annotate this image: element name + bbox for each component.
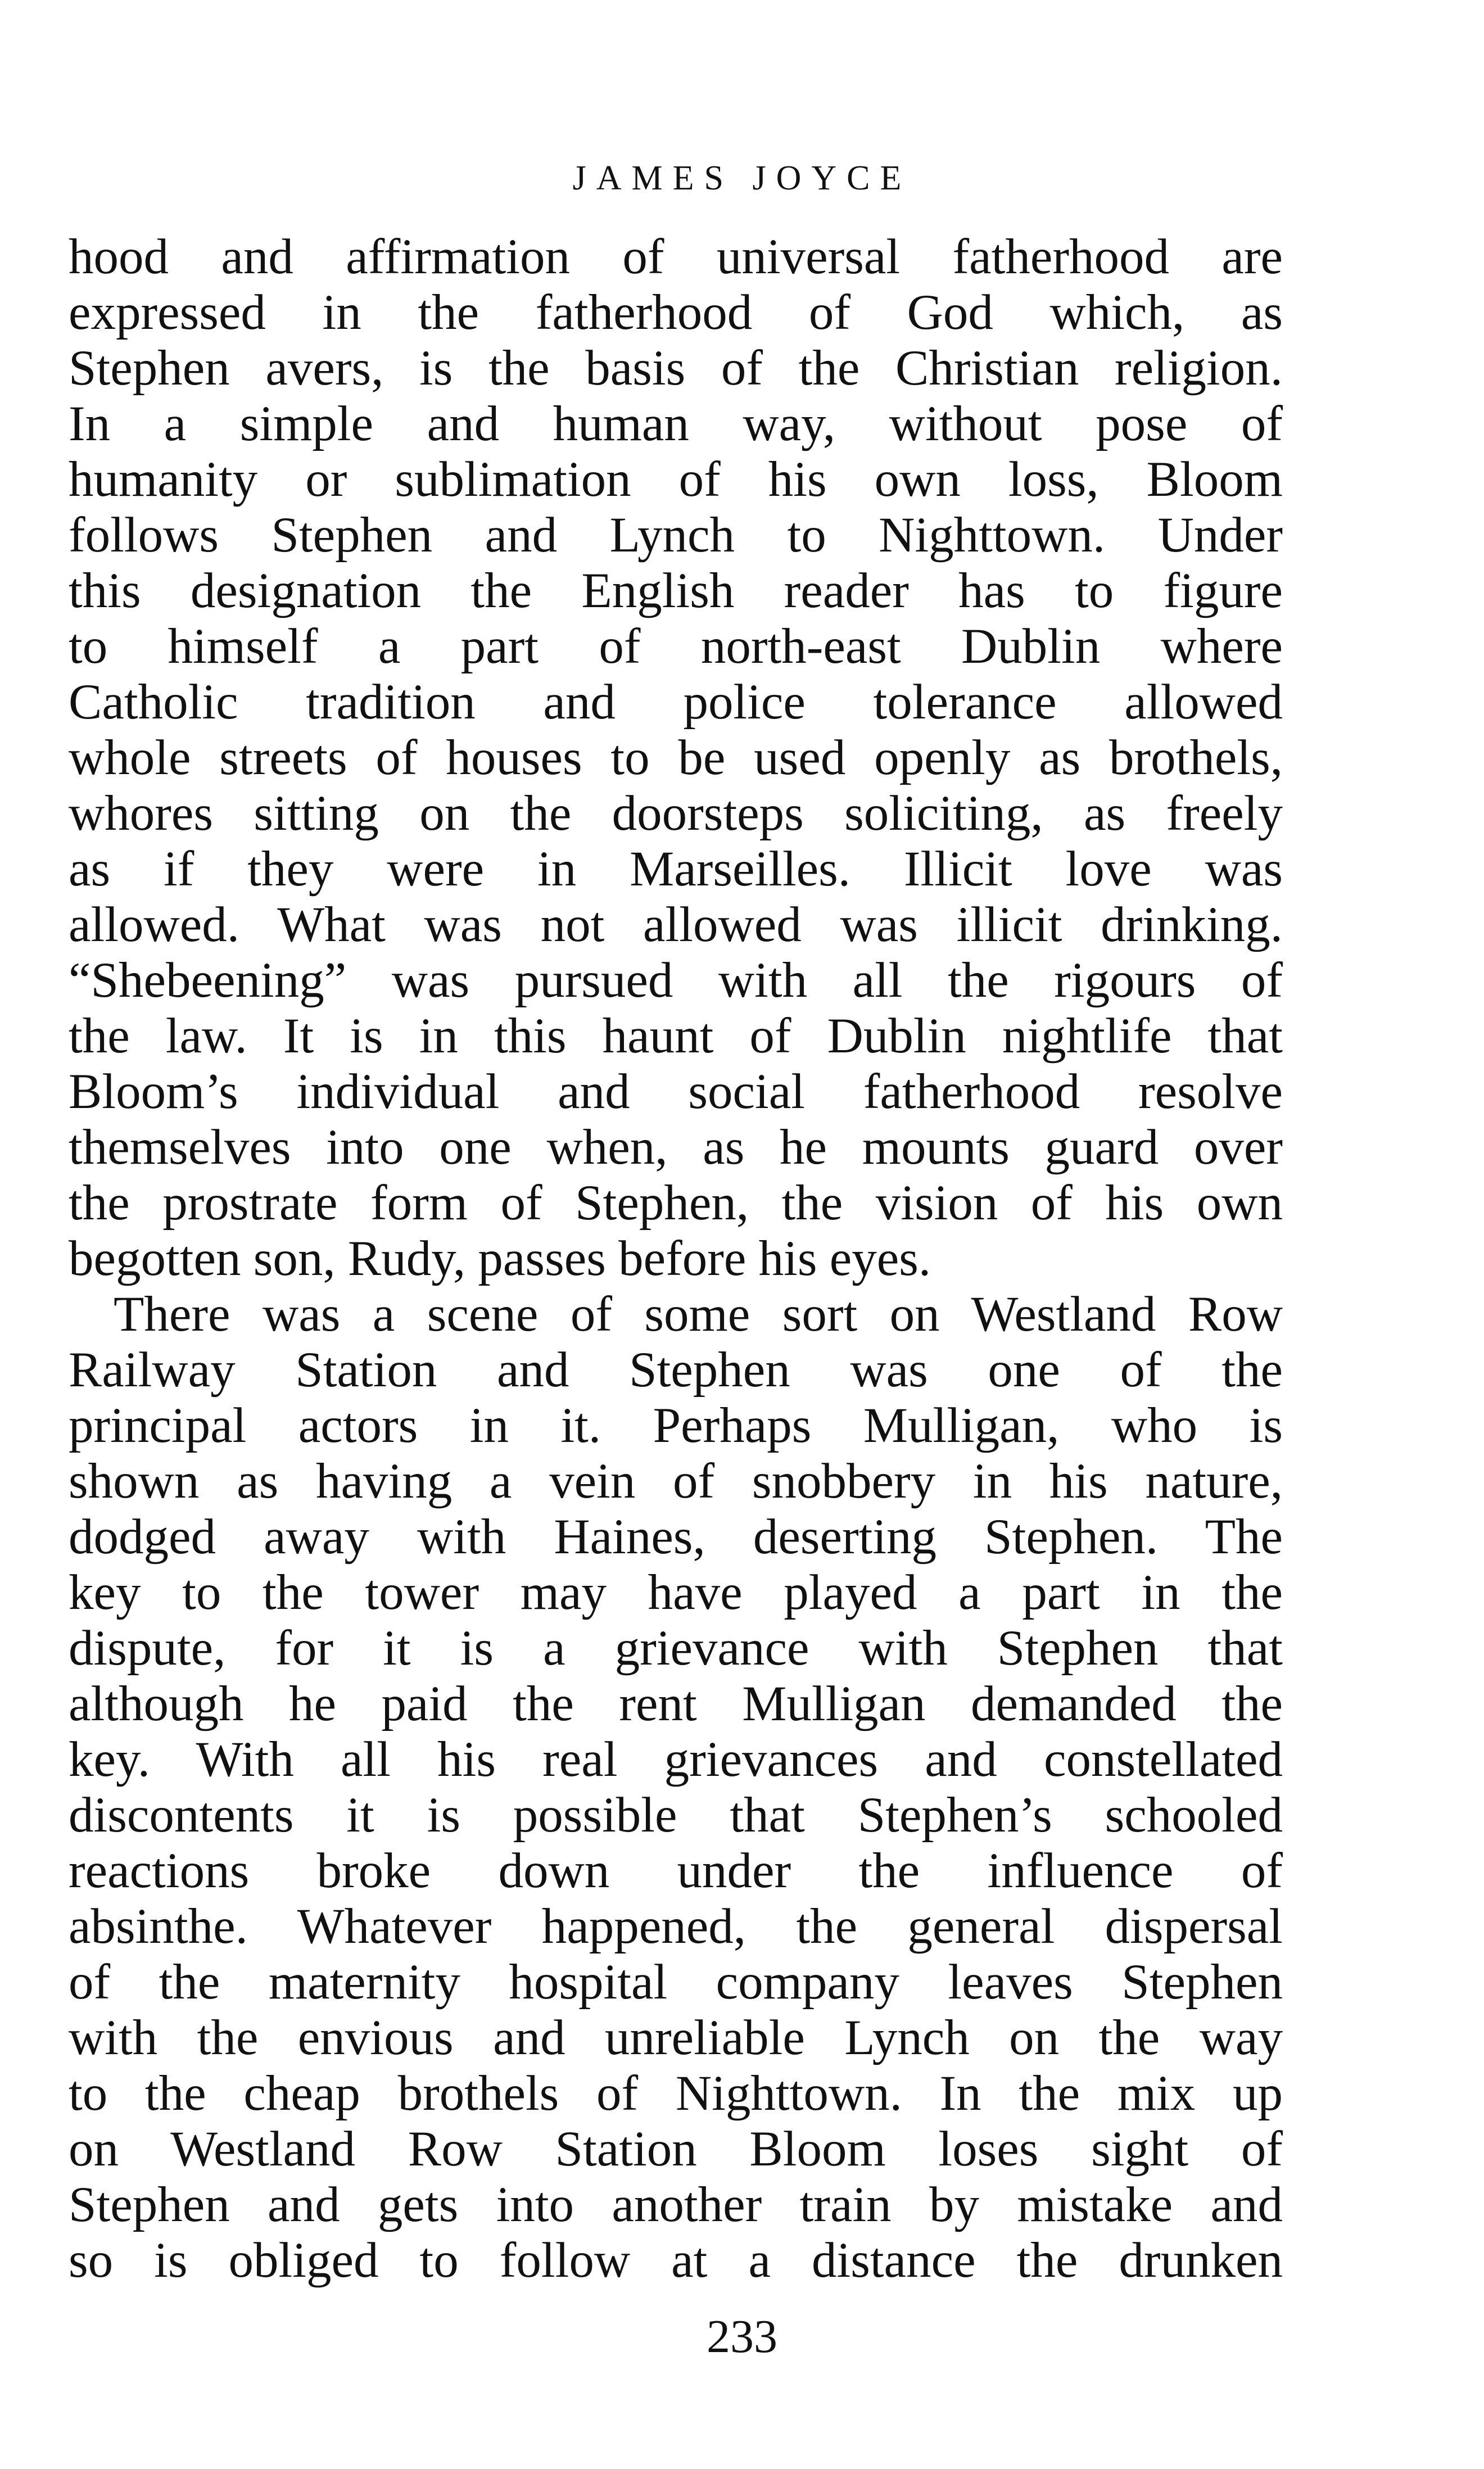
text-line: whores sitting on the doorsteps soliciting, as freely [69, 786, 1283, 841]
text-line: whole streets of houses to be used openly as brothels, [69, 730, 1283, 785]
text-line: with the envious and unreliable Lynch on the way [69, 2010, 1283, 2065]
text-line: In a simple and human way, without pose of [69, 396, 1283, 451]
body-text [69, 229, 1283, 2289]
text-line: dispute, for it is a grievance with Stephen that [69, 1621, 1283, 1676]
text-line: Stephen and gets into another train by mistake and [69, 2177, 1283, 2232]
text-line: themselves into one when, as he mounts guard over [69, 1120, 1283, 1175]
text-line: begotten son, Rudy, passes before his eyes. [69, 1231, 931, 1286]
text-line: allowed. What was not allowed was illicit drinking. [69, 897, 1283, 952]
text-line: principal actors in it. Perhaps Mulligan, who is [69, 1398, 1283, 1453]
text-line: on Westland Row Station Bloom loses sight of [69, 2122, 1283, 2177]
text-line: reactions broke down under the influence of [69, 1843, 1283, 1898]
text-line: hood and affirmation of universal fatherhood are [69, 229, 1283, 284]
text-line: the law. It is in this haunt of Dublin nightlife that [69, 1009, 1283, 1064]
text-line: Stephen avers, is the basis of the Christian religion. [69, 341, 1283, 396]
text-line: to himself a part of north-east Dublin where [69, 619, 1283, 674]
text-line: follows Stephen and Lynch to Nighttown. Under [69, 508, 1283, 563]
page-number: 233 [707, 2310, 777, 2363]
text-line: although he paid the rent Mulligan demanded the [69, 1676, 1283, 1731]
text-line: as if they were in Marseilles. Illicit love was [69, 842, 1283, 897]
text-line: to the cheap brothels of Nighttown. In the mix up [69, 2066, 1283, 2121]
text-line: humanity or sublimation of his own loss, Bloom [69, 452, 1283, 507]
text-line: dodged away with Haines, deserting Stephen. The [69, 1509, 1283, 1564]
text-line: the prostrate form of Stephen, the vision of his own [69, 1175, 1283, 1231]
text-line: this designation the English reader has to figure [69, 563, 1283, 618]
text-line: absinthe. Whatever happened, the general dispersal [69, 1899, 1283, 1954]
text-line: Bloom’s individual and social fatherhood resolve [69, 1064, 1283, 1119]
running-head: JAMES JOYCE [572, 159, 912, 197]
text-line: of the maternity hospital company leaves Stephen [69, 1955, 1283, 2010]
text-line: key to the tower may have played a part in the [69, 1565, 1283, 1620]
text-line: “Shebeening” was pursued with all the rigours of [69, 953, 1283, 1008]
text-line: shown as having a vein of snobbery in his nature, [69, 1454, 1283, 1509]
text-line: Catholic tradition and police tolerance allowed [69, 675, 1283, 730]
text-line: expressed in the fatherhood of God which, as [69, 285, 1283, 340]
text-line: so is obliged to follow at a distance the drunken [69, 2233, 1283, 2288]
text-line: discontents it is possible that Stephen’s schooled [69, 1788, 1283, 1843]
text-line: There was a scene of some sort on Westland Row [114, 1287, 1283, 1342]
text-line: Railway Station and Stephen was one of the [69, 1342, 1283, 1398]
text-line: key. With all his real grievances and constellated [69, 1732, 1283, 1787]
